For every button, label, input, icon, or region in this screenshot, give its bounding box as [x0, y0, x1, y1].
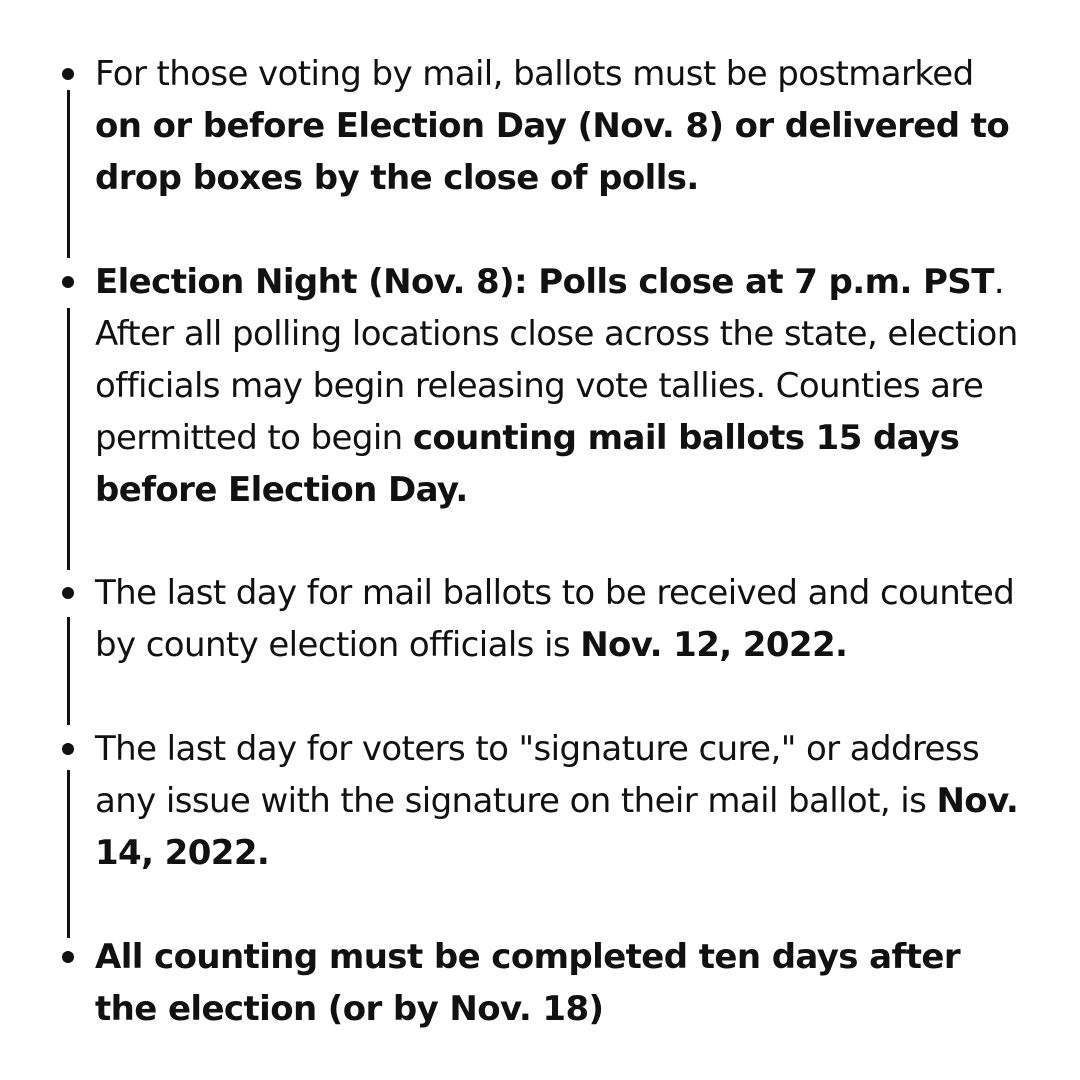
- item-5-bold: All counting must be completed ten days after the election (or by Nov. 18): [95, 937, 960, 1029]
- timeline-item-4: [95, 723, 1030, 879]
- timeline-connector-3: [67, 617, 70, 725]
- bullet-dot-1: [62, 68, 74, 80]
- timeline-item-3: [95, 567, 1030, 671]
- item-2-text: . After all polling locations close across the state, election officials may begin releasing vote tallies. Counties are permitted to begin: [95, 262, 1018, 458]
- timeline-item-2: [95, 256, 1030, 516]
- timeline-connector-1: [67, 90, 70, 258]
- bullet-dot-5: [62, 951, 74, 963]
- item-1-text: For those voting by mail, ballots must be postmarked: [95, 54, 974, 94]
- item-4-text: The last day for voters to "signature cure," or address any issue with the signature on their mail ballot, is: [95, 729, 980, 821]
- item-3-bold: Nov. 12, 2022.: [580, 625, 848, 665]
- timeline-item-5: [95, 931, 1030, 1035]
- item-3-text: The last day for mail ballots to be received and counted by county election officials is: [95, 573, 1015, 665]
- timeline-item-1: [95, 48, 1030, 204]
- item-4-bold: Nov. 14, 2022.: [95, 781, 1019, 873]
- bullet-dot-3: [62, 587, 74, 599]
- timeline-connector-2: [67, 308, 70, 570]
- item-2-bold-lead: Election Night (Nov. 8): Polls close at 7 p.m. PST: [95, 262, 994, 302]
- item-1-bold: on or before Election Day (Nov. 8) or delivered to drop boxes by the close of polls.: [95, 106, 1010, 198]
- bullet-dot-2: [62, 276, 74, 288]
- bullet-dot-4: [62, 743, 74, 755]
- timeline-connector-4: [67, 770, 70, 938]
- item-2-bold-tail: counting mail ballots 15 days before Election Day.: [95, 418, 960, 510]
